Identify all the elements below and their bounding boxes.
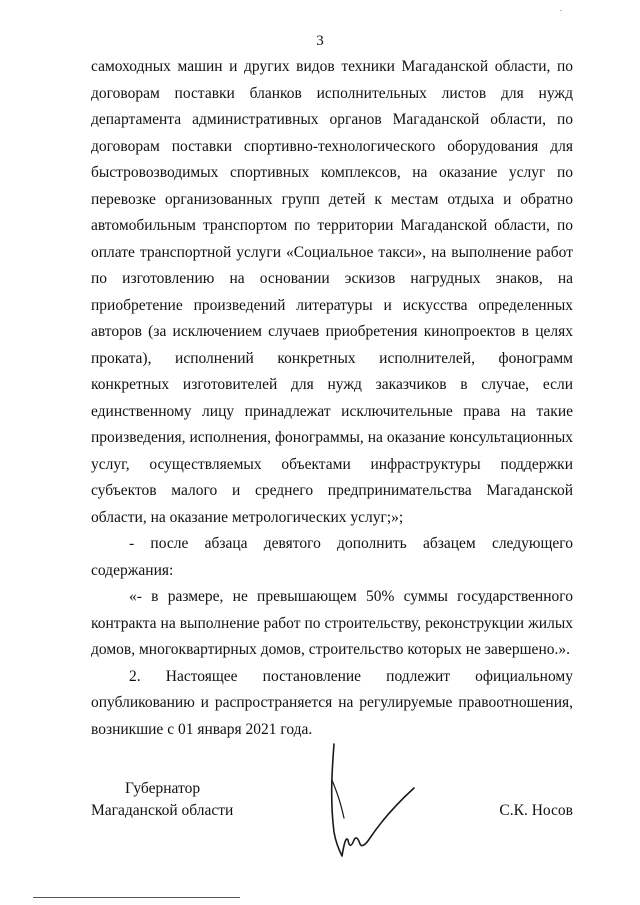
page-number: 3 (316, 33, 324, 49)
handwritten-signature (318, 740, 428, 860)
footer-rule (33, 897, 240, 898)
paragraph-continuation: самоходных машин и других видов техники Магаданской области, по договорам поставки бланков исполнительных листов для нужд департамента административных органов Магаданской области, по договорам поставки спортивно-технологического оборудования для быстровозводимых спортивных комплексов, на оказание услуг по перевозке организованных групп детей к местам отдыха и обратно автомобильным транспортом по территории Магаданской области, по оплате транспортной услуги «Социальное такси», на выполнение работ по изготовлению на основании эскизов нагрудных знаков, на приобретение произведений литературы и искусства определенных авторов (за исключением случаев приобретения кинопроектов в целях проката), исполнений конкретных исполнителей, фонограмм конкретных изготовителей для нужд заказчиков в случае, если единственному лицу принадлежат исключительные права на такие произведения, исполнения, фонограммы, на оказание консультационных услуг, осуществляемых объектами инфраструктуры поддержки субъектов малого и среднего предпринимательства Магаданской области, на оказание метрологических услуг;»; (91, 58, 573, 526)
signatory-title-line1: Губернатор (125, 780, 201, 797)
scan-speck (560, 10, 562, 11)
signatory-name: С.К. Носов (499, 802, 573, 819)
document-body (91, 54, 573, 743)
signatory-title (91, 778, 233, 822)
paragraph-amendment-text: «- в размере, не превышающем 50% суммы государственного контракта на выполнение работ по строительству, реконструкции жилых домов, многоквартирных домов, строительство которых не завершено.». (91, 588, 573, 658)
paragraph-publication-clause: 2. Настоящее постановление подлежит официальному опубликованию и распространяется на регулируемые правоотношения, возникшие с 01 января 2021 года. (91, 667, 573, 738)
paragraph-amendment-intro: - после абзаца девятого дополнить абзацем следующего содержания: (91, 535, 573, 579)
signatory-title-line2: Магаданской области (91, 802, 234, 819)
